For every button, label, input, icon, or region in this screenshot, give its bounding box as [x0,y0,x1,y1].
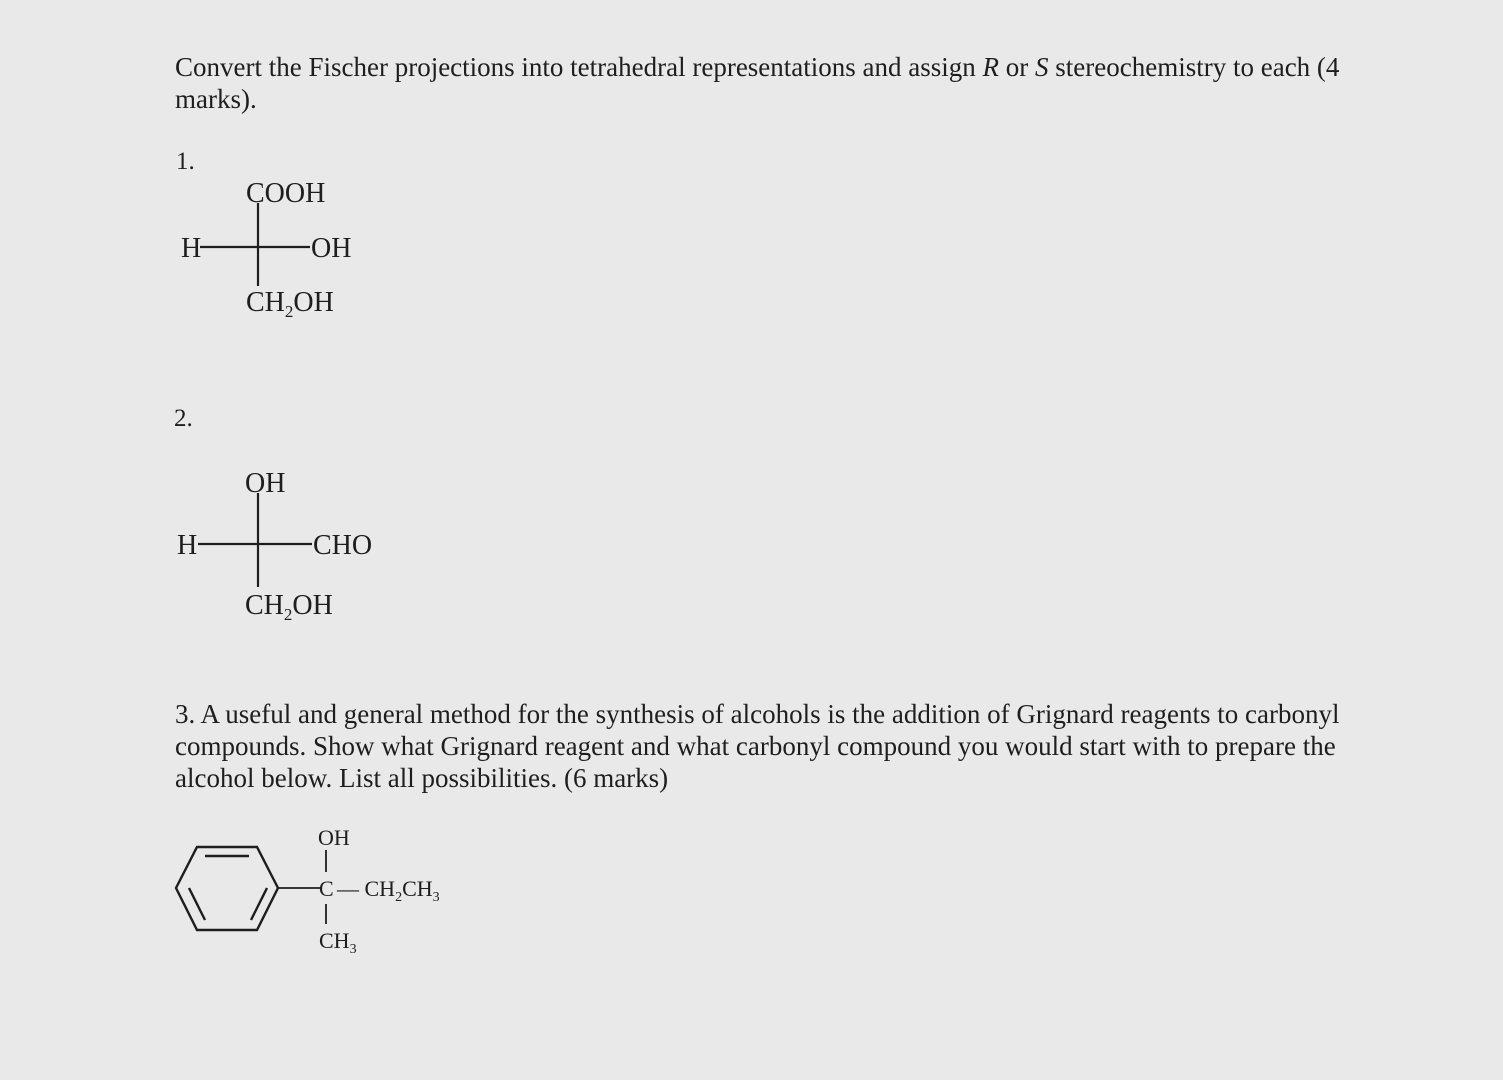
benzene-hexagon [176,847,278,930]
alcohol-ethyl-label: — $CH_2CH_3$ [337,876,440,905]
alcohol-oh-label: OH [318,825,350,850]
q1-left-group: H [181,233,202,264]
alcohol-methyl-label: $CH_3$ [319,928,357,957]
q2-number: 2. [174,405,193,432]
fischer-projection-2 [198,493,312,587]
intro-text-2: stereochemistry to each (4 marks). [175,52,1340,114]
fischer-projection-1 [200,203,310,286]
alcohol-carbon-label: C [319,876,334,901]
q2-left-group: H [177,530,198,561]
s-label: S [1035,52,1049,82]
q1-bottom-group: $CH_2OH$ [246,287,334,321]
q2-bottom-group: $CH_2OH$ [245,590,333,624]
question-3-text: 3. A useful and general method for the synthesis of alcohols is the addition of Grignard reagents to carbonyl compounds. Show what Grignard reagent and what carbonyl compound you would start with to prepare the alcohol below. List all possibilities. (6 marks) [175,699,1340,793]
q2-top-group: OH [245,468,286,499]
benzene-ring [176,847,278,930]
intro-text-1: Convert the Fischer projections into tetrahedral representations and assign [175,52,983,82]
r-label: R [982,52,1000,82]
q1-right-group: OH [311,233,352,264]
benzene-double-bond-2 [189,888,205,920]
intro-or: or [999,52,1036,82]
q1-top-group: COOH [246,178,326,209]
q1-number: 1. [176,148,195,175]
q2-right-group: CHO [313,530,373,561]
